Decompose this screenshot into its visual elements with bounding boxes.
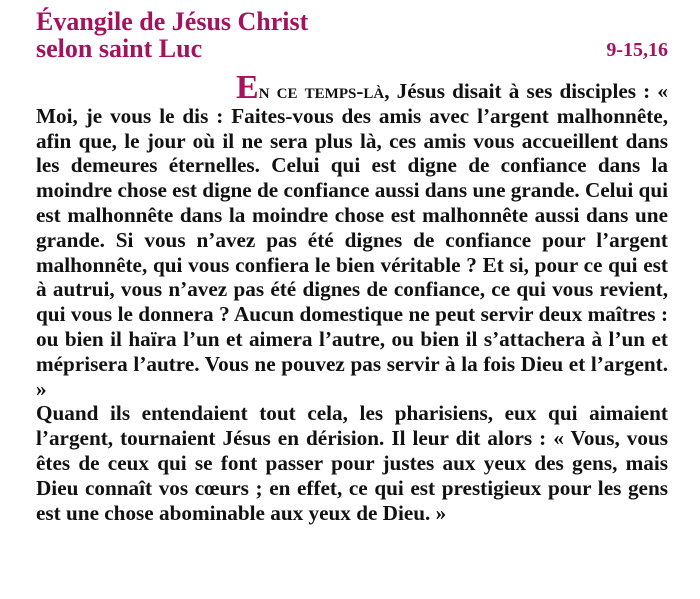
title-line-1: Évangile de Jésus Christ [36, 7, 309, 36]
title-line-2: selon saint Luc [36, 34, 203, 63]
drop-cap: E [236, 69, 259, 106]
gospel-header [36, 8, 668, 62]
verse-reference: 9-15,16 [606, 39, 668, 61]
intro-smallcaps: n ce temps-là, [258, 79, 390, 103]
gospel-text [36, 69, 668, 525]
paragraph-1-body: Jésus disait à ses disciples : « Moi, je vous le dis : Faites-vous des amis avec l’argent malhonnête, afin que, le jour où il ne sera plus là, ces amis vous accueillent dans les demeures éternelles. Celui qui est digne de confiance dans la moindre chose est digne de confiance aussi dans une grande. Celui qui est malhonnête dans la moindre chose est malhonnête aussi dans une grande. Si vous n’avez pas été dignes de confiance pour l’argent malhonnête, qui vous confiera le bien véritable ? Et si, pour ce qui est à autrui, vous n’avez pas été dignes de confiance, ce qui vous revient, qui vous le donnera ? Aucun domestique ne peut servir deux maîtres : ou bien il haïra l’un et aimera l’autre, ou bien il s’attachera à l’un et méprisera l’autre. Vous ne pouvez pas servir à la fois Dieu et l’argent. » [36, 79, 668, 401]
paragraph-1 [36, 69, 668, 401]
paragraph-2: Quand ils entendaient tout cela, les pharisiens, eux qui aimaient l’argent, tournaient Jésus en dérision. Il leur dit alors : « Vous, vous êtes de ceux qui se font passer pour justes aux yeux des gens, mais Dieu connaît vos cœurs ; en effet, ce qui est prestigieux pour les gens est une chose abominable aux yeux de Dieu. » [36, 401, 668, 525]
